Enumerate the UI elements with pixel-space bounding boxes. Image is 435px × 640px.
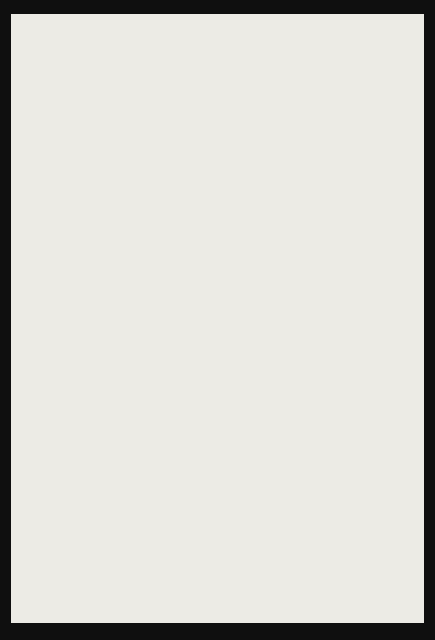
title-line-2: [36, 57, 406, 65]
table-title: [36, 57, 406, 65]
title-line-1: [36, 57, 406, 65]
document-page: [11, 14, 424, 623]
